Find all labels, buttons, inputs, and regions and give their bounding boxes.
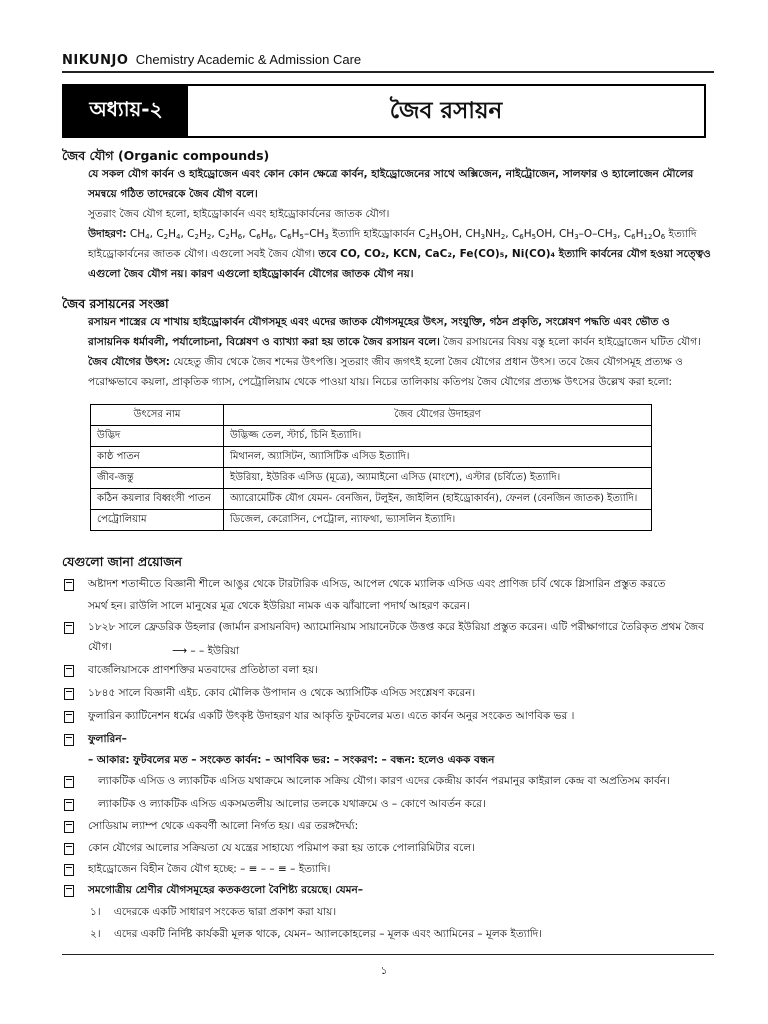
- source-text: যেহেতু জীব থেকে জৈব শব্দের উৎপত্তি। সুতরাং জীব জগৎই হলো জৈব যৌগের প্রধান উৎস। তবে জৈব যৌগসমূহ প্রত্যক্ষ ও পরোক্ষভাবে কয়লা, প্রাকৃতিক গ্যাস, পেট্রোলিয়াম থেকে পাওয়া যায়। নিচের তালিকায় কতিপয় জৈব যৌগের প্রত্যক্ষ উৎসের উল্লেখ করা হলো:: [88, 356, 683, 388]
- list-item-text: ১৮২৮ সালে ফ্রেডরিক উহলার (জার্মান রসায়নবিদ) অ্যামোনিয়াম সায়ানেটকে উত্তপ্ত করে ইউরিয়া প্রস্তুত করেন। এটি পরীক্ষাগারে তৈরিকৃত প্রথম জৈব যৌগ।: [88, 621, 705, 653]
- checkbox-bullet-icon: [64, 843, 74, 855]
- fullerene-properties: – আকার: ফুটবলের মত – সংকেত কার্বন: – আণবিক ভর: – সংকরণ: – বন্ধন: হলেও একক বন্ধন: [88, 754, 495, 766]
- header-divider: [62, 71, 714, 73]
- brand-logo-text: NIKUNJO: [62, 53, 129, 68]
- list-item-text: অষ্টাদশ শতাব্দীতে বিজ্ঞানী শীলে আঙুর থেকে টারটারিক এসিড, আপেল থেকে ম্যালিক এসিড এবং প্রাণিজ চর্বি থেকে গ্লিসারিন প্রস্তুত করতে: [88, 578, 666, 590]
- example-paragraph: উদাহরণ: $CH_4$, $C_2H_4$, $C_2H_2$, $C_2H_6$, $C_6H_6$, $C_6H_5-CH_3$ ইত্যাদি হাইড্রোকার্বন $C_2H_5OH$, $CH_3NH_2$, $C_6H_5OH$, $CH_3-O-CH_3$, $C_6H_{12}O_6$ ইত্যাদি হাইড্রোকার্বনের জাতক যৌগ। এগুলো সবই জৈব যৌগ। তবে CO, CO₂, KCN, CaC₂, Fe(CO)₅, Ni(CO)₄ ইত্যাদি কার্বনের যৌগ হওয়া সত্ত্বেও এগুলো জৈব যৌগ নয়। কারণ এগুলো হাইড্রোকার্বন যৌগের জাতক যৌগ নয়।: [88, 228, 711, 280]
- table-row: [91, 447, 652, 468]
- checkbox-bullet-icon: [64, 622, 74, 634]
- checkbox-bullet-icon: [64, 864, 74, 876]
- list-item-text: সমর্থ হন। রাউলি সালে মানুষের মূত্র থেকে ইউরিয়া নামক এক ঝাঁঝালো পদার্থ আহরণ করেন।: [88, 600, 470, 612]
- item-text: এদেরকে একটি সাধারণ সংকেত দ্বারা প্রকাশ করা যায়।: [113, 906, 337, 918]
- table-cell: ইউরিয়া, ইউরিক এসিড (মূত্রে), অ্যামাইনো এসিড (মাংশে), এস্টার (চর্বিতে) ইত্যাদি।: [224, 468, 652, 489]
- item-text: এদের একটি নির্দিষ্ট কার্যকরী মূলক থাকে, যেমন– অ্যালকোহলের – মূলক এবং অ্যামিনের – মূলক ইত্যাদি।: [113, 928, 543, 940]
- table-cell: ডিজেল, কেরোসিন, পেট্রোল, ন্যাফথা, ভ্যাসলিন ইত্যাদি।: [224, 510, 652, 531]
- table-cell: মিথানল, অ্যাসিটন, অ্যাসিটিক এসিড ইত্যাদি।: [224, 447, 652, 468]
- chapter-title-box: [62, 84, 706, 138]
- checkbox-bullet-icon: [64, 711, 74, 723]
- page-header: [62, 52, 712, 70]
- definition-rest: জৈব রসায়নের বিষয় বস্তু হলো কার্বন হাইড্রোজেন ঘটিত যৌগ।: [443, 336, 701, 348]
- table-header-row: [91, 405, 652, 426]
- table-header: জৈব যৌগের উদাহরণ: [224, 405, 652, 426]
- table-cell: অ্যারোমেটিক যৌগ যেমন- বেনজিন, টলুইন, জাইলিন (হাইড্রোকার্বন), ফেনল (বেনজিন জাতক) ইত্যাদি।: [224, 489, 652, 510]
- list-item-text: বার্জেলিয়াসকে প্রাণশক্তির মতবাদের প্রতিষ্ঠাতা বলা হয়।: [88, 664, 318, 676]
- list-item-text: ল্যাকটিক এসিড ও ল্যাকটিক এসিড যথাক্রমে আলোক সক্রিয় যৌগ। কারণ এদের কেন্দ্রীয় কার্বন পরমানুর কাইরাল কেন্দ্র বা অপ্রতিসম কার্বন।: [98, 775, 670, 787]
- list-item-text: সোডিয়াম ল্যাম্প থেকে একবর্ণী আলো নির্গত হয়। এর তরঙ্গদৈর্ঘ্য:: [88, 820, 359, 832]
- exception-text: তবে CO, CO₂, KCN, CaC₂, Fe(CO)₅, Ni(CO)₄ ইত্যাদি কার্বনের যৌগ হওয়া সত্ত্বেও এগুলো জৈব যৌগ নয়। কারণ এগুলো হাইড্রোকার্বন যৌগের জাতক যৌগ নয়।: [88, 248, 711, 280]
- chapter-title: জৈব রসায়ন: [389, 97, 503, 124]
- checkbox-bullet-icon: [64, 885, 74, 897]
- table-cell: উদ্ভিজ্জ তেল, স্টার্চ, চিনি ইত্যাদি।: [224, 426, 652, 447]
- table-row: [91, 468, 652, 489]
- header-subtitle: Chemistry Academic & Admission Care: [135, 52, 362, 67]
- definition-paragraph: যে সকল যৌগ কার্বন ও হাইড্রোজেন এবং কোন কোন ক্ষেত্রে কার্বন, হাইড্রোজেনের সাথে অক্সিজেন, নাইট্রোজেন, সালফার ও হ্যালোজেন মৌলের সমন্বয়ে গঠিত তাদেরকে জৈব যৌগ বলে।: [88, 168, 694, 200]
- checkbox-bullet-icon: [64, 776, 74, 788]
- checkbox-bullet-icon: [64, 821, 74, 833]
- list-item-text: হাইড্রোজেন বিহীন জৈব যৌগ হচ্ছে: – ≡ – – ≡ – ইত্যাদি।: [88, 863, 331, 875]
- numbered-item: [90, 902, 336, 922]
- list-item-text: সমগোত্রীয় শ্রেণীর যৌগসমূহের কতকগুলো বৈশিষ্ট্য রয়েছে। যেমন–: [88, 884, 364, 896]
- list-item-text: ফুলারিন ক্যাটিনেশন ধর্মের একটি উৎকৃষ্ট উদাহরণ যার আকৃতি ফুটবলের মত। এতে কার্বন অনুর সংকেত আণবিক ভর ।: [88, 710, 575, 722]
- table-row: [91, 489, 652, 510]
- example-hydrocarbon-label: ইত্যাদি হাইড্রোকার্বন: [332, 228, 416, 240]
- table-cell: কঠিন কয়লার বিধ্বংসী পাতন: [91, 489, 224, 510]
- checkbox-bullet-icon: [64, 688, 74, 700]
- definition-bold: রসায়ন শাস্ত্রের যে শাখায় হাইড্রোকার্বন যৌগসমূহ এবং এদের জাতক যৌগসমূহের উৎস, সংযুক্তি, গঠন প্রকৃতি, সংশ্লেষণ পদ্ধতি এবং ভৌত ও রাসায়নিক ধর্মাবলী, পর্যালোচনা, বিশ্লেষণ ও ব্যাখ্যা করা হয় তাকে জৈব রসায়ন বলে।: [88, 316, 670, 348]
- table-row: [91, 426, 652, 447]
- section-heading: জৈব যৌগ (Organic compounds): [62, 148, 270, 163]
- list-item-text: ১৮৪৫ সালে বিজ্ঞানী এইচ. কোব মৌলিক উপাদান ও থেকে অ্যাসিটিক এসিড সংশ্লেষণ করেন।: [88, 687, 476, 699]
- list-item-text: ফুলারিন–: [88, 733, 127, 745]
- example-label: উদাহরণ:: [88, 228, 127, 240]
- summary-paragraph: সুতরাং জৈব যৌগ হলো, হাইড্রোকার্বন এবং হাইড্রোকার্বনের জাতক যৌগ।: [88, 208, 390, 220]
- table-row: [91, 510, 652, 531]
- reaction-equation: ⟶ – – ইউরিয়া: [172, 645, 240, 657]
- section-heading: জৈব রসায়নের সংজ্ঞা: [62, 296, 169, 311]
- page-number: ১: [380, 964, 388, 977]
- list-item-text: কোন যৌগের আলোর সক্রিয়তা যে যন্ত্রের সাহায্যে পরিমাপ করা হয় তাকে পোলারিমিটার বলে।: [88, 842, 475, 854]
- section-heading: যেগুলো জানা প্রয়োজন: [62, 554, 182, 569]
- table-cell: কাষ্ঠ পাতন: [91, 447, 224, 468]
- table-cell: পেট্রোলিয়াম: [91, 510, 224, 531]
- checkbox-bullet-icon: [64, 665, 74, 677]
- list-item-text: ল্যাকটিক ও ল্যাকটিক এসিড একসমতলীয় আলোর তলকে যথাক্রমে ও – কোণে আবর্তন করে।: [98, 798, 486, 810]
- footer-divider: [62, 954, 714, 955]
- example-derivative-text: ইত্যাদি হাইড্রোকার্বনের জাতক যৌগ। এগুলো সবই জৈব যৌগ।: [88, 228, 697, 260]
- checkbox-bullet-icon: [64, 799, 74, 811]
- source-label: জৈব যৌগের উৎস:: [88, 356, 170, 368]
- section-organic-compounds: [62, 148, 712, 284]
- item-number: ১।: [90, 906, 101, 918]
- numbered-item: [90, 924, 542, 944]
- definition-paragraph: [62, 312, 712, 352]
- item-number: ২।: [90, 928, 101, 940]
- table-cell: জীব-জন্তু: [91, 468, 224, 489]
- table-cell: উদ্ভিদ: [91, 426, 224, 447]
- checkbox-bullet-icon: [64, 734, 74, 746]
- chapter-number: অধ্যায়-২: [64, 86, 188, 136]
- checkbox-bullet-icon: [64, 579, 74, 591]
- table-header: উৎসের নাম: [91, 405, 224, 426]
- source-paragraph: [62, 352, 712, 392]
- section-definition: [62, 296, 712, 392]
- source-table: [90, 404, 652, 531]
